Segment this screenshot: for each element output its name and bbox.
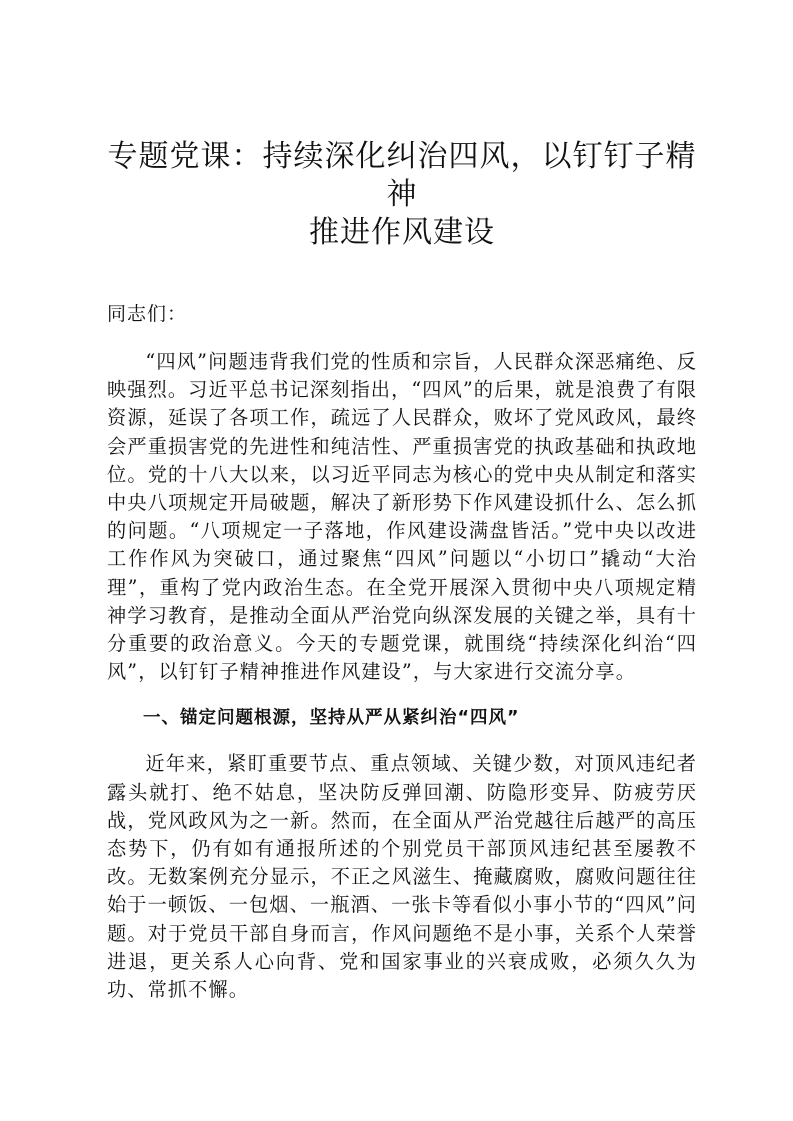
document-title [107,138,697,252]
intro-paragraph: “四风”问题违背我们党的性质和宗旨，人民群众深恶痛绝、反映强烈。习近平总书记深刻指出，“四风”的后果，就是浪费了有限资源，延误了各项工作，疏远了人民群众，败坏了党风政风，最终会严重损害党的先进性和纯洁性、严重损害党的执政基础和执政地位。党的十八大以来，以习近平同志为核心的党中央从制定和落实中央八项规定开局破题，解决了新形势下作风建设抓什么、怎么抓的问题。“八项规定一子落地，作风建设满盘皆活。”党中央以改进工作作风为突破口，通过聚焦“四风”问题以“小切口”撬动“大治理”，重构了党内政治生态。在全党开展深入贯彻中央八项规定精神学习教育，是推动全面从严治党向纵深发展的关键之举，具有十分重要的政治意义。今天的专题党课，就围绕“持续深化纠治“四风”，以钉钉子精神推进作风建设”，与大家进行交流分享。 [107,350,697,684]
title-line-1: 专题党课：持续深化纠治四风，以钉钉子精神 [107,139,697,212]
section-heading-1: 一、锚定问题根源，坚持从严从紧纠治“四风” [143,708,520,729]
salutation: 同志们： [107,303,188,325]
title-line-2: 推进作风建设 [309,215,495,250]
document-page [107,138,697,1004]
section1-paragraph: 近年来，紧盯重要节点、重点领域、关键少数，对顶风违纪者露头就打、绝不姑息，坚决防反弹回潮、防隐形变异、防疲劳厌战，党风政风为之一新。然而，在全面从严治党越往后越严的高压态势下，仍有如有通报所述的个别党员干部顶风违纪甚至屡教不改。无数案例充分显示，不正之风滋生、掩藏腐败，腐败问题往往始于一顿饭、一包烟、一瓶酒、一张卡等看似小事小节的“四风”问题。对于党员干部自身而言，作风问题绝不是小事，关系个人荣誉进退，更关系人心向背、党和国家事业的兴衰成败，必须久久为功、常抓不懈。 [107,752,697,1002]
